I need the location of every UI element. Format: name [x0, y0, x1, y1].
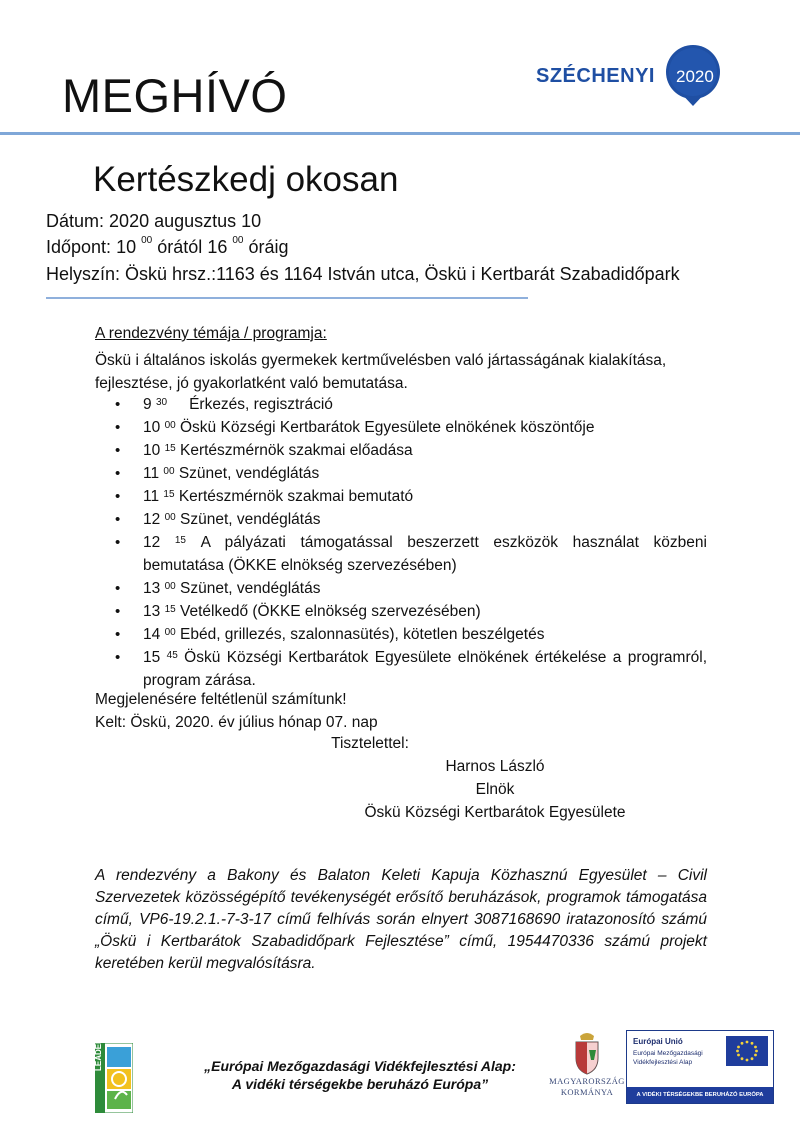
- topic-text: Öskü i általános iskolás gyermekek kertművelésben való jártasságának kialakítása, fejlesztése, jó gyakorlatként való bemutatása.: [95, 352, 667, 392]
- program-item: • 14 $^{00}$ Ebéd, grillezés, szalonnasütés), kötetlen beszélgetés: [95, 623, 707, 646]
- info-divider: [46, 297, 528, 299]
- event-time: [46, 237, 289, 258]
- fund-line-2: A vidéki térségekbe beruházó Európa”: [231, 1076, 489, 1092]
- program-item: • 11 $^{00}$ Szünet, vendéglátás: [95, 462, 707, 485]
- place-label: Helyszín:: [46, 264, 121, 284]
- funding-text: A rendezvény a Bakony és Balaton Keleti Kapuja Közhasznú Egyesület – Civil Szervezetek közösségépítő tevékenységét erősítő beruházások, programok támogatása című, VP6-19.2.1.-7-3-17 című felhívás során elnyert 3087168690 iratazonosító számú „Öskü i Kertbarátok Szabadidőpark Fejlesztése” című, 1954470336 számú projekt keretében kerül megvalósításra.: [95, 867, 707, 972]
- program-item: • 11 $^{15}$ Kertészmérnök szakmai bemutató: [95, 485, 707, 508]
- program-item: • 13 $^{15}$ Vetélkedő (ÖKKE elnökség szervezésében): [95, 600, 707, 623]
- time-start-minute: 00: [141, 235, 153, 246]
- time-end-hour: 16: [207, 237, 228, 257]
- gov-line-1: MAGYARORSZÁG: [549, 1076, 625, 1086]
- date-label: Dátum:: [46, 211, 105, 231]
- leader-text: LEADER: [94, 1038, 103, 1071]
- eu-logo: [626, 1030, 774, 1104]
- government-logo: [542, 1030, 632, 1110]
- szechenyi-logo-text: SZÉCHENYI: [536, 65, 655, 87]
- eu-title: Európai Unió: [633, 1037, 683, 1046]
- program-item: • 12 $^{00}$ Szünet, vendéglátás: [95, 508, 707, 531]
- eu-flag-icon: [726, 1036, 768, 1066]
- greeting: Tisztelettel:: [331, 735, 409, 752]
- szechenyi-logo: [536, 48, 726, 110]
- eu-band: A VIDÉKI TÉRSÉGEKBE BERUHÁZÓ EURÓPA: [627, 1087, 773, 1103]
- program-item: • 9 $^{30}$ Érkezés, regisztráció: [95, 393, 707, 416]
- signer-org: Öskü Községi Kertbarátok Egyesülete: [364, 804, 626, 821]
- time-end: óráig: [248, 237, 289, 257]
- fund-line-1: „Európai Mezőgazdasági Vidékfejlesztési Alap:: [204, 1058, 516, 1074]
- time-start-hour: 10: [116, 237, 137, 257]
- closing-line: Megjelenésére feltétlenül számítunk!: [95, 691, 347, 708]
- time-mid: órától: [157, 237, 203, 257]
- time-end-minute: 00: [232, 235, 244, 246]
- event-date: [46, 211, 261, 232]
- event-title: Kertészkedj okosan: [93, 160, 399, 199]
- leader-logo: [94, 1038, 133, 1113]
- closing-block: [95, 688, 378, 734]
- date-value: 2020 augusztus 10: [109, 211, 262, 231]
- fund-slogan: [175, 1057, 545, 1093]
- program-item: • 13 $^{00}$ Szünet, vendéglátás: [95, 577, 707, 600]
- program-item: • 15 $^{45}$ Öskü Községi Kertbarátok Egyesülete elnökének értékelése a programról, program zárása.: [95, 646, 707, 692]
- program-item: • 12 $^{15}$ A pályázati támogatással beszerzett eszközök használat közbeni bemutatása (ÖKKE elnökség szervezésében): [95, 531, 707, 577]
- date-line: Kelt: Öskü, 2020. év július hónap 07. nap: [95, 714, 378, 731]
- signer-role: Elnök: [475, 781, 515, 798]
- gov-line-2: KORMÁNYA: [560, 1087, 614, 1097]
- signer-name: Harnos László: [445, 758, 545, 775]
- coat-of-arms-icon: [572, 1030, 602, 1076]
- program-list: [95, 393, 707, 692]
- header-divider: [0, 132, 800, 135]
- szechenyi-logo-year: 2020: [676, 67, 714, 86]
- event-place: [46, 264, 680, 285]
- place-value: Öskü hrsz.:1163 és 1164 István utca, Öskü i Kertbarát Szabadidőpark: [125, 264, 680, 284]
- eu-fund: Európai Mezőgazdasági Vidékfejlesztési Alap: [633, 1050, 703, 1066]
- topic-label: A rendezvény témája / programja:: [95, 325, 327, 342]
- time-label: Időpont:: [46, 237, 112, 257]
- program-item: • 10 $^{15}$ Kertészmérnök szakmai előadása: [95, 439, 707, 462]
- program-item: • 10 $^{00}$ Öskü Községi Kertbarátok Egyesülete elnökének köszöntője: [95, 416, 707, 439]
- page-title: MEGHÍVÓ: [62, 69, 288, 122]
